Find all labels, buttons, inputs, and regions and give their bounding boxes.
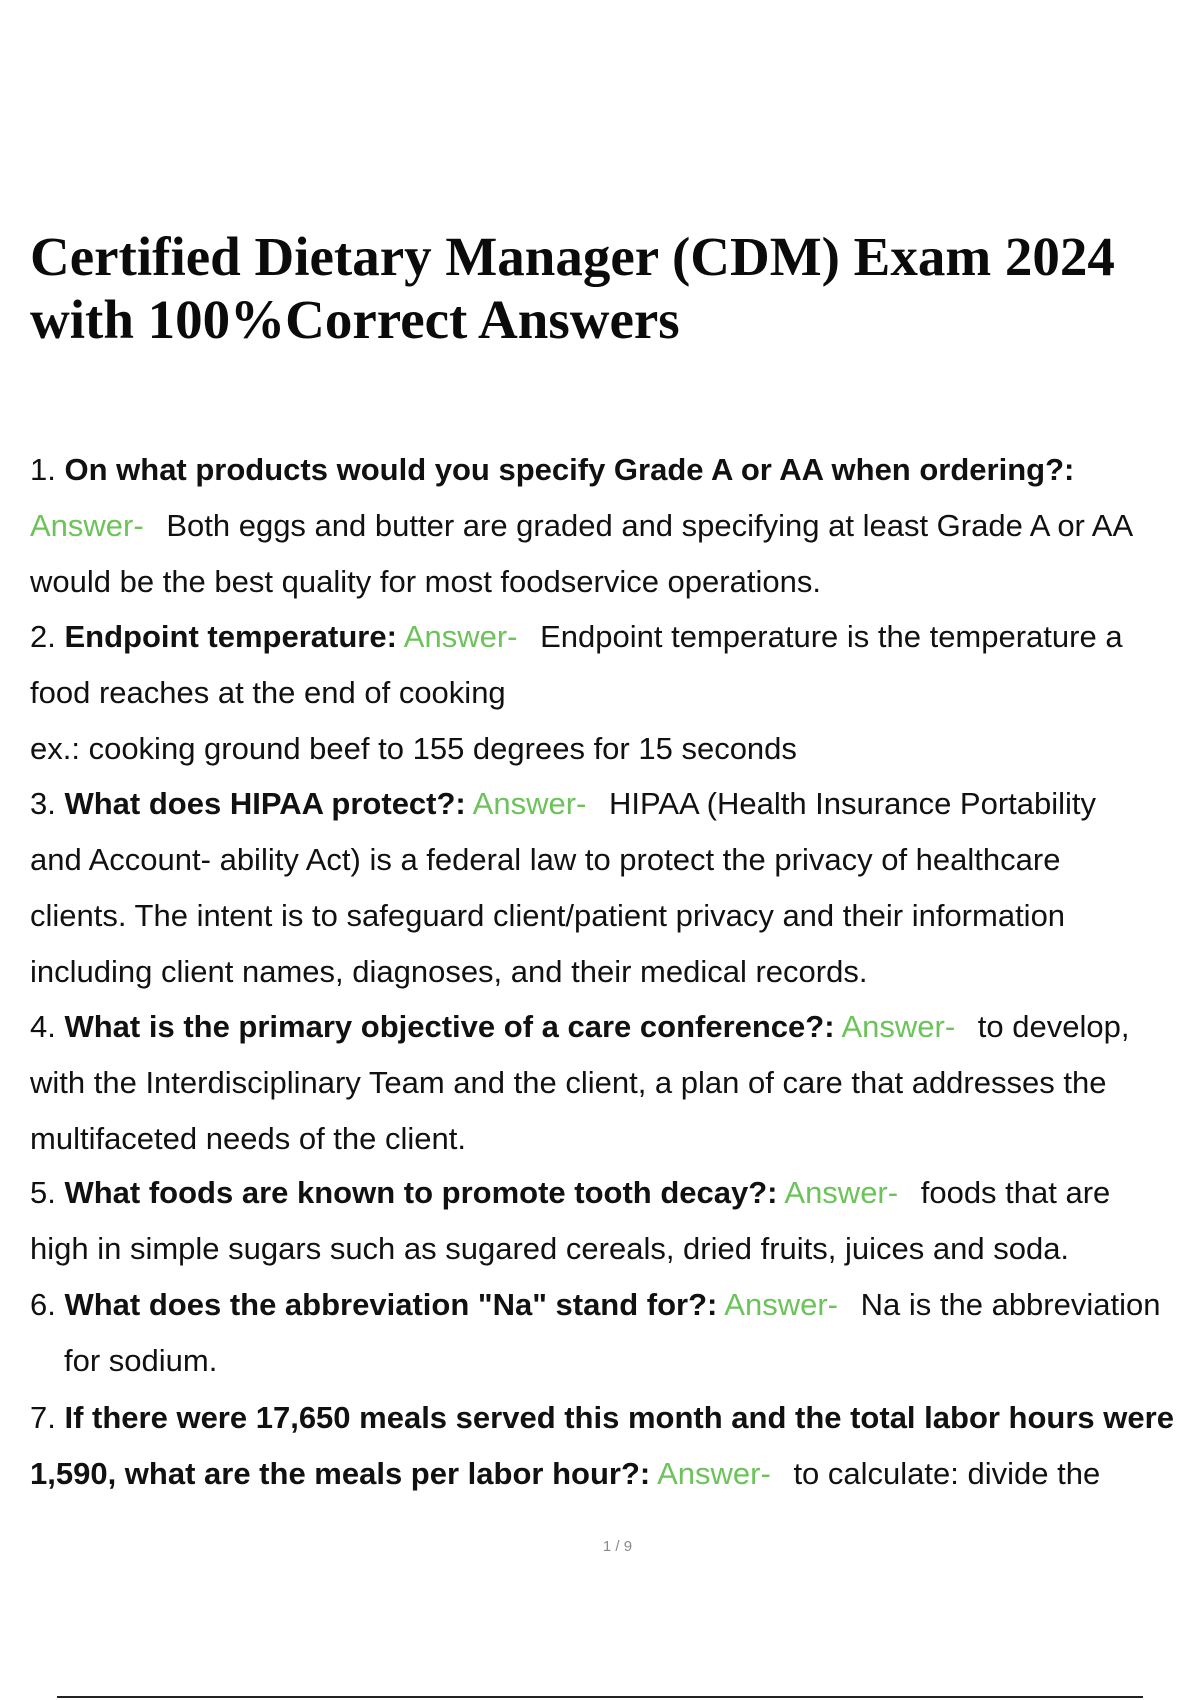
item-number: 7. [30,1400,56,1435]
answer-text: to develop, [977,1009,1130,1044]
answer-text: Endpoint temperature is the temperature a [540,619,1123,654]
question-text: Endpoint temperature: [64,619,397,654]
answer-line: ex.: cooking ground beef to 155 degrees for 15 seconds [30,731,797,766]
answer-label: Answer- [30,508,144,543]
qa-item-1 [30,442,1200,610]
answer-text: HIPAA (Health Insurance Portability [609,786,1097,821]
item-number: 2. [30,619,56,654]
answer-line: and Account- ability Act) is a federal law to protect the privacy of healthcare [30,842,1061,877]
item-number: 3. [30,786,56,821]
qa-line [30,609,1200,665]
question-text: If there were 17,650 meals served this month and the total labor hours were [64,1400,1174,1435]
qa-line [30,1446,1200,1502]
answer-label: Answer- [657,1456,771,1491]
qa-line [30,999,1200,1055]
answer-label: Answer- [841,1009,956,1044]
document-title: Certified Dietary Manager (CDM) Exam 2024 with 100%Correct Answers [30,226,1115,350]
answer-line: with the Interdisciplinary Team and the client, a plan of care that addresses the [30,1065,1107,1100]
question-text: On what products would you specify Grade A or AA when ordering?: [64,452,1075,487]
question-text-continued: 1,590, what are the meals per labor hour?: [30,1456,651,1491]
item-number: 6. [30,1287,56,1322]
question-text: What does HIPAA protect?: [64,786,466,821]
question-text: What is the primary objective of a care conference?: [64,1009,835,1044]
answer-label: Answer- [784,1175,899,1210]
qa-line [30,1390,1200,1446]
qa-item-5 [30,1165,1200,1277]
page-divider [57,1696,1143,1698]
page-number: 1 / 9 [602,1538,633,1555]
answer-line: high in simple sugars such as sugared cereals, dried fruits, juices and soda. [30,1231,1070,1266]
qa-line [30,1165,1200,1221]
qa-line [30,1277,1200,1333]
answer-text: foods that are [920,1175,1111,1210]
answer-line: clients. The intent is to safeguard client/patient privacy and their information [30,898,1066,933]
answer-line: food reaches at the end of cooking [30,675,506,710]
answer-line: multifaceted needs of the client. [30,1121,466,1156]
answer-line: including client names, diagnoses, and their medical records. [30,954,868,989]
qa-item-2 [30,609,1200,777]
qa-line [30,442,1200,498]
qa-line [30,776,1200,832]
qa-item-4 [30,999,1200,1167]
qa-item-3 [30,776,1200,1000]
question-text: What does the abbreviation "Na" stand for?: [64,1287,718,1322]
item-number: 1. [30,452,56,487]
qa-line [30,498,1200,554]
item-number: 4. [30,1009,56,1044]
answer-text: to calculate: divide the [793,1456,1101,1491]
answer-line: for sodium. [64,1343,218,1378]
item-number: 5. [30,1175,56,1210]
answer-label: Answer- [472,786,587,821]
qa-item-7 [30,1390,1200,1502]
answer-text: Both eggs and butter are graded and specifying at least Grade A or AA [166,508,1134,543]
answer-line: would be the best quality for most foodservice operations. [30,564,821,599]
answer-text: Na is the abbreviation [860,1287,1161,1322]
answer-label: Answer- [724,1287,838,1322]
answer-label: Answer- [403,619,518,654]
qa-item-6 [30,1277,1200,1389]
question-text: What foods are known to promote tooth decay?: [64,1175,778,1210]
